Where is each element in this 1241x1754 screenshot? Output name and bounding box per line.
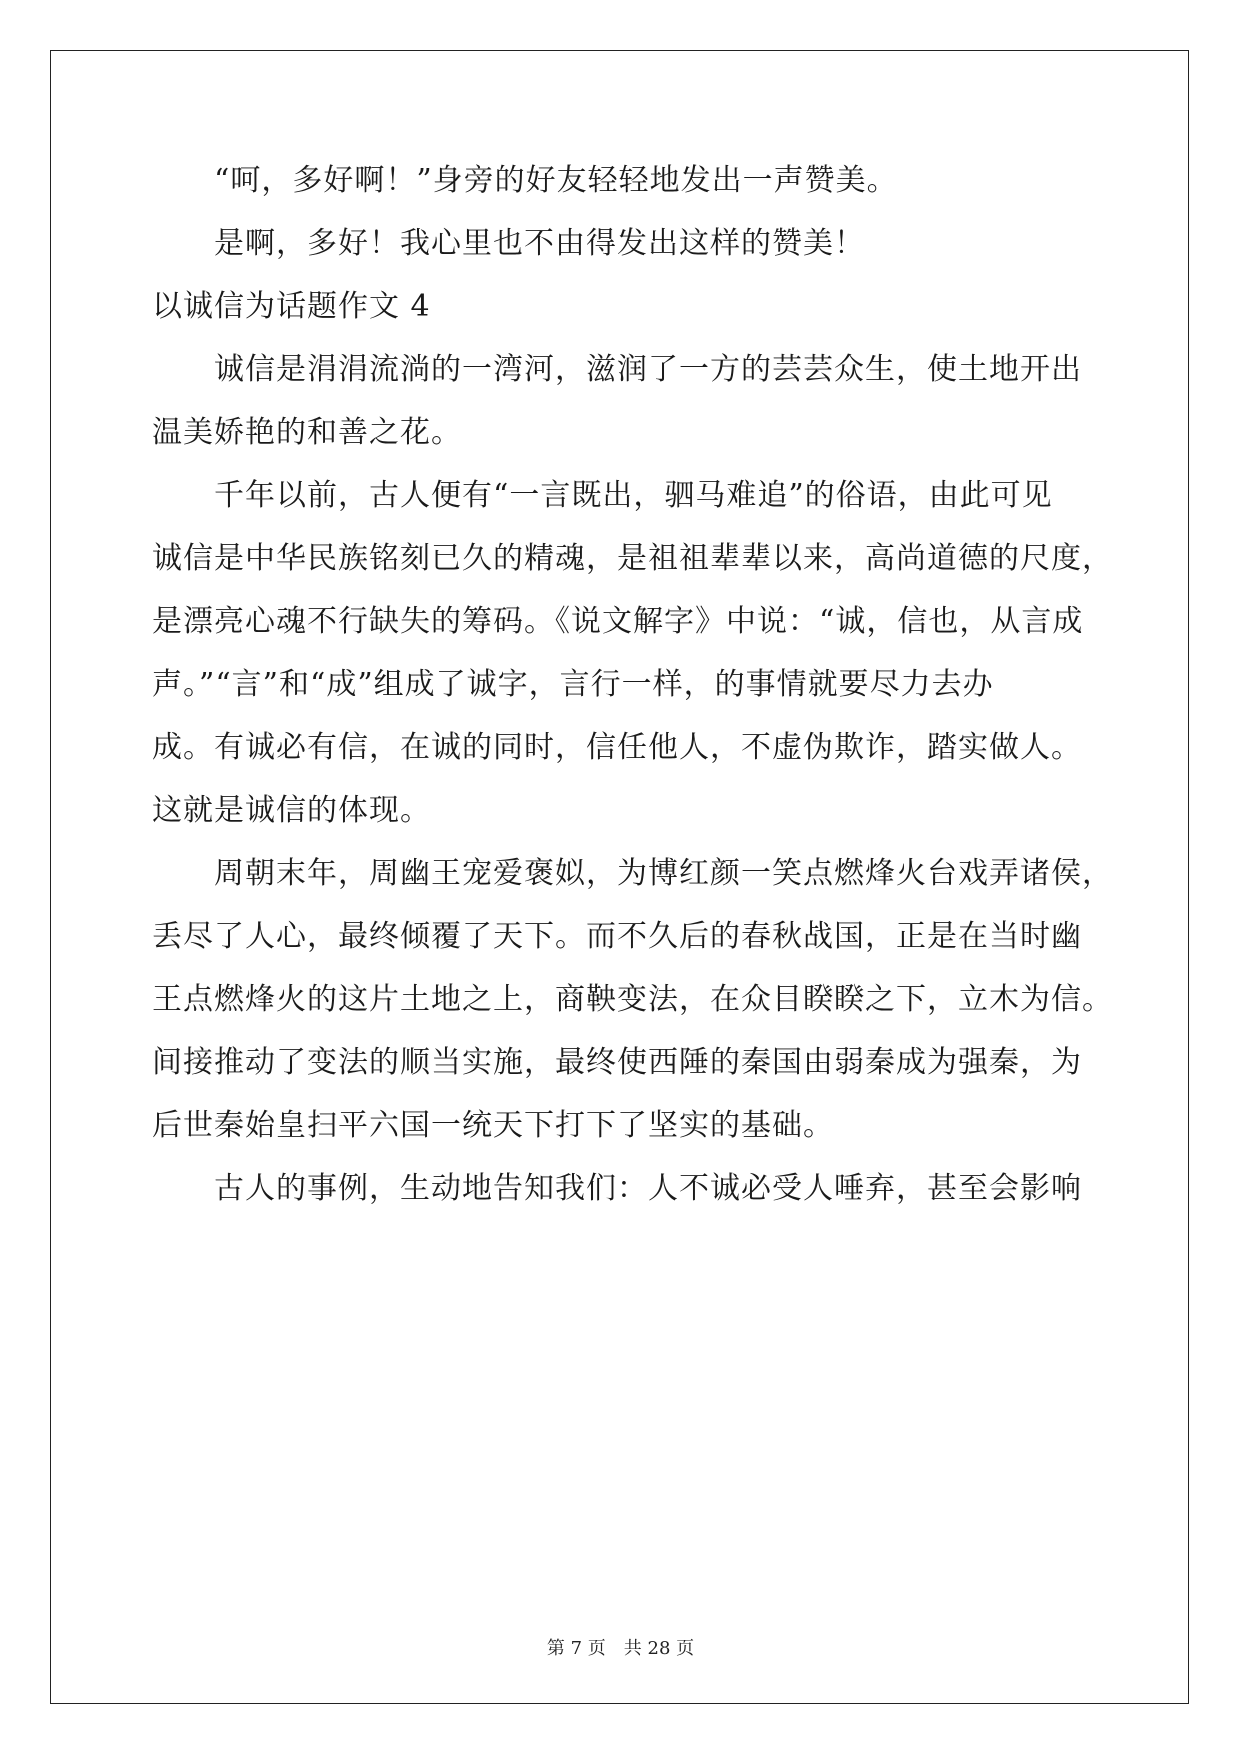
paragraph-line: 这就是诚信的体现。 [152, 793, 431, 828]
paragraph-line: 诚信是涓涓流淌的一湾河，滋润了一方的芸芸众生，使土地开出 [214, 352, 1082, 387]
paragraph-line: 诚信是中华民族铭刻已久的精魂，是祖祖辈辈以来，高尚道德的尺度， [152, 541, 1113, 576]
paragraph-line: 古人的事例，生动地告知我们：人不诚必受人唾弃，甚至会影响 [214, 1171, 1082, 1206]
paragraph-line: 是漂亮心魂不行缺失的筹码。《说文解字》中说：“诚，信也，从言成 [152, 604, 1084, 639]
paragraph-line: 后世秦始皇扫平六国一统天下打下了坚实的基础。 [152, 1108, 834, 1143]
paragraph-line: 温美娇艳的和善之花。 [152, 415, 462, 450]
paragraph-line: “呵，多好啊！”身旁的好友轻轻地发出一声赞美。 [214, 163, 898, 198]
paragraph-line: 王点燃烽火的这片土地之上，商鞅变法，在众目睽睽之下，立木为信。 [152, 982, 1113, 1017]
paragraph-line: 间接推动了变法的顺当实施，最终使西陲的秦国由弱秦成为强秦，为 [152, 1045, 1082, 1080]
paragraph-line: 声。”“言”和“成”组成了诚字，言行一样，的事情就要尽力去办 [152, 667, 994, 702]
paragraph-line: 成。有诚必有信，在诚的同时，信任他人，不虚伪欺诈，踏实做人。 [152, 730, 1082, 765]
paragraph-line: 丢尽了人心，最终倾覆了天下。而不久后的春秋战国，正是在当时幽 [152, 919, 1082, 954]
paragraph-line: 千年以前，古人便有“一言既出，驷马难追”的俗语，由此可见 [214, 478, 1053, 513]
document-body [152, 163, 1113, 1237]
section-heading: 以诚信为话题作文 4 [152, 289, 431, 324]
paragraph-line: 周朝末年，周幽王宠爱褒姒，为博红颜一笑点燃烽火台戏弄诸侯， [214, 856, 1113, 891]
paragraph-line: 是啊，多好！我心里也不由得发出这样的赞美！ [214, 226, 865, 261]
page-number-footer: 第 7 页 共 28 页 [546, 1638, 695, 1659]
